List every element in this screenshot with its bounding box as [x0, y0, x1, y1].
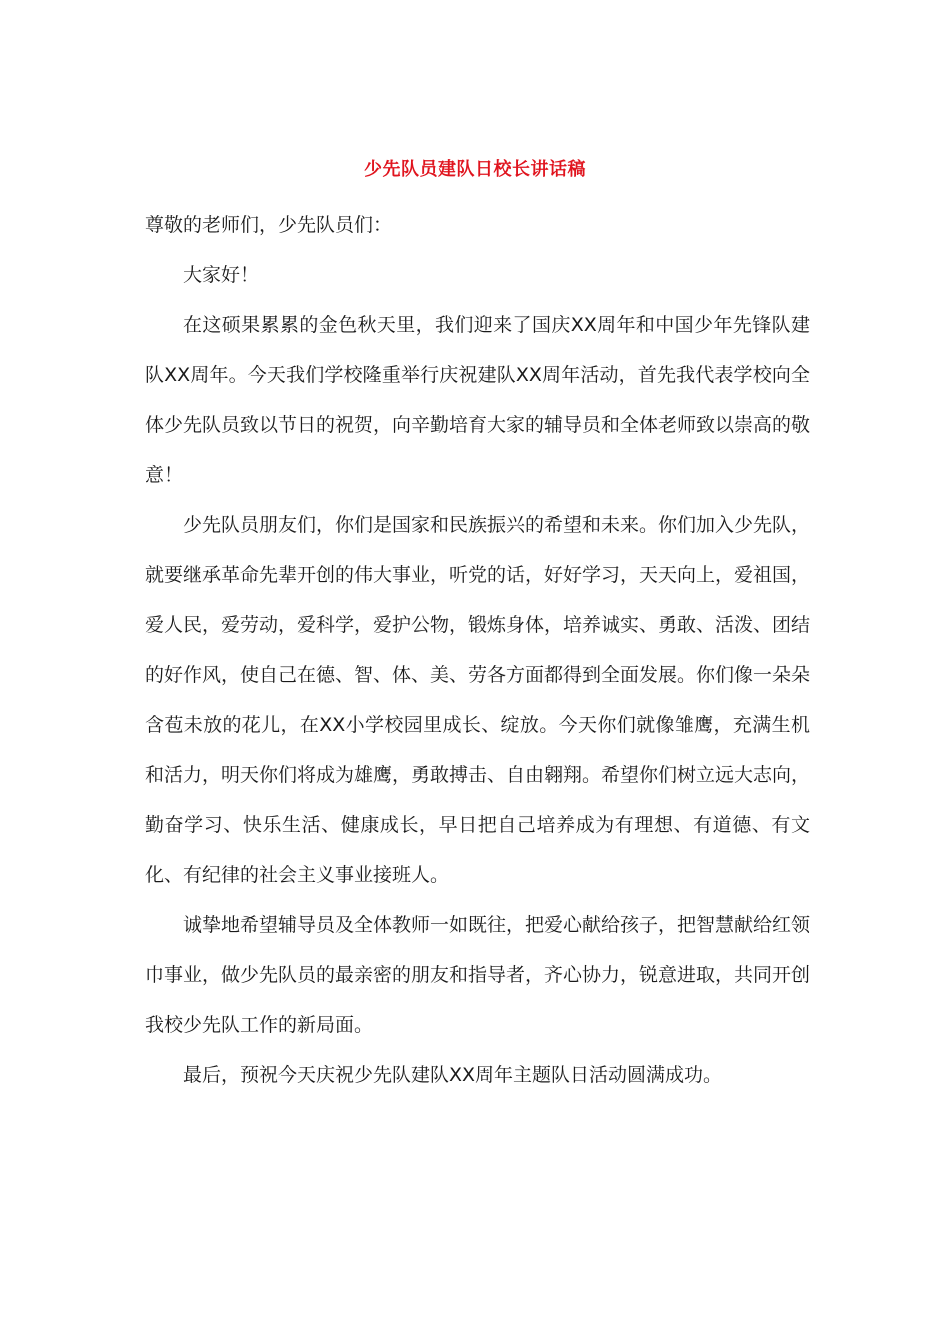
document-title: 少先队员建队日校长讲话稿	[364, 159, 586, 180]
paragraph-opening: 在这硕果累累的金色秋天里，我们迎来了国庆XX周年和中国少年先锋队建队XX周年。今天我们学校隆重举行庆祝建队XX周年活动，首先我代表学校向全体少先队员致以节日的祝贺，向辛勤培育大家的辅导员和全体老师致以崇高的敬意！	[145, 314, 811, 486]
paragraph-to-pioneers: 少先队员朋友们，你们是国家和民族振兴的希望和未来。你们加入少先队，就要继承革命先辈开创的伟大事业，听党的话，好好学习，天天向上，爱祖国，爱人民，爱劳动，爱科学，爱护公物，锻炼身体，培养诚实、勇敢、活泼、团结的好作风，使自己在德、智、体、美、劳各方面都得到全面发展。你们像一朵朵含苞未放的花儿，在XX小学校园里成长、绽放。今天你们就像雏鹰，充满生机和活力，明天你们将成为雄鹰，勇敢搏击、自由翱翔。希望你们树立远大志向，勤奋学习、快乐生活、健康成长，早日把自己培养成为有理想、有道德、有文化、有纪律的社会主义事业接班人。	[145, 514, 811, 886]
paragraph-closing: 最后，预祝今天庆祝少先队建队XX周年主题队日活动圆满成功。	[183, 1064, 723, 1086]
paragraph-to-teachers: 诚挚地希望辅导员及全体教师一如既往，把爱心献给孩子，把智慧献给红领巾事业，做少先队员的最亲密的朋友和指导者，齐心协力，锐意进取，共同开创我校少先队工作的新局面。	[145, 914, 811, 1036]
paragraph-greeting: 大家好！	[183, 264, 260, 286]
document-body	[145, 200, 810, 1100]
salutation: 尊敬的老师们，少先队员们：	[145, 214, 393, 236]
